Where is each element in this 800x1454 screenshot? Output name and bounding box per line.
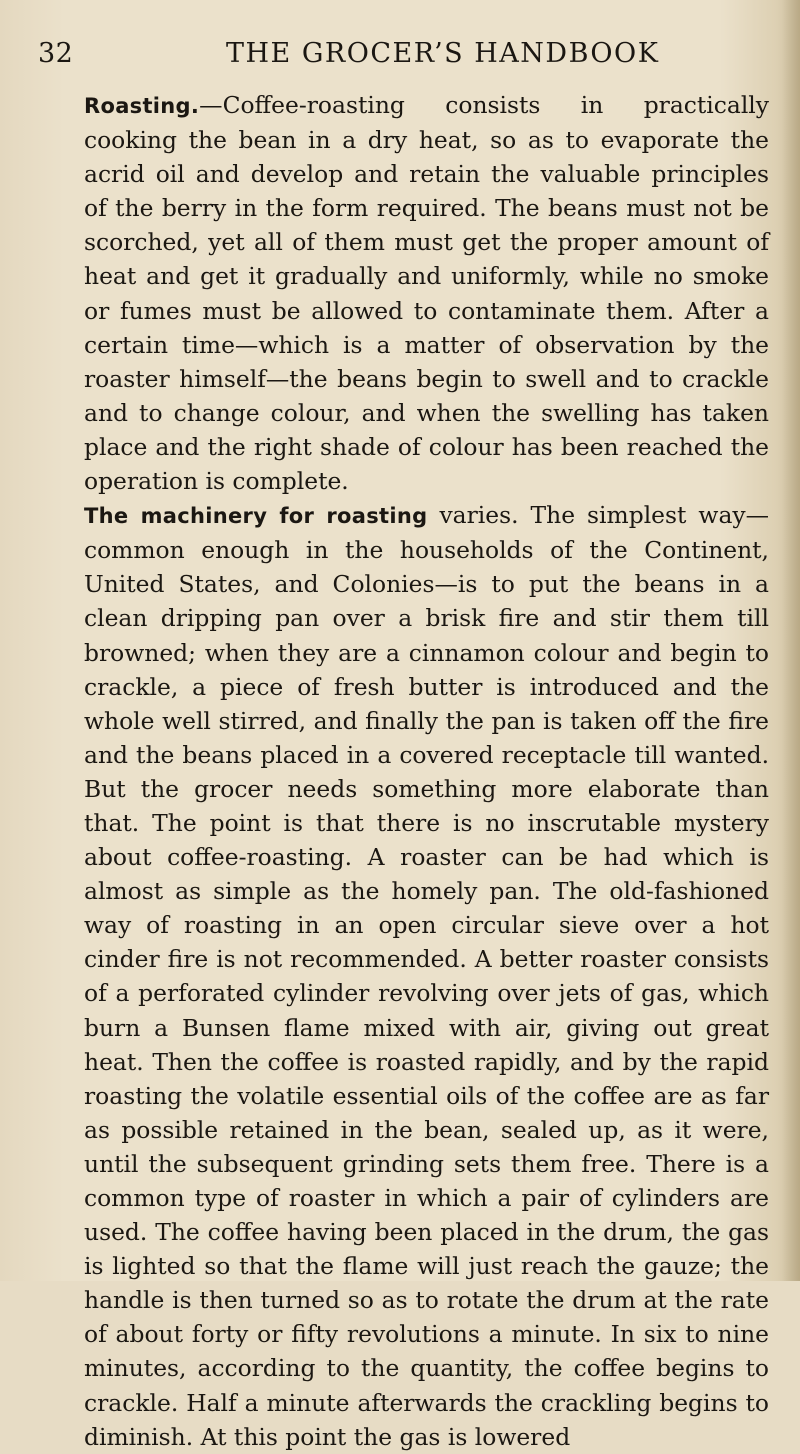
paragraph-roasting: [84, 88, 769, 498]
run-in-heading-machinery: The machinery for roasting: [84, 504, 428, 529]
running-head: [38, 38, 778, 78]
paragraph-text: varies. The simplest way—common enough in the households of the Continent, United States, and Colonies—is to put the beans in a clean dripping pan over a brisk fire and stir them till browned; when they are a cinnamon colour and begin to crackle, a piece of fresh butter is introduced and the whole well stirred, and finally the pan is taken off the fire and the beans placed in a covered receptacle till wanted. But the grocer needs something more elaborate than that. The point is that there is no inscrutable mystery about coffee-roasting. A roaster can be had which is almost as simple as the homely pan. The old-fashioned way of roasting in an open circular sieve over a hot cinder fire is not recommended. A better roaster consists of a perforated cylinder revolving over jets of gas, which burn a Bunsen flame mixed with air, giving out great heat. Then the coffee is roasted rapidly, and by the rapid roasting the volatile essential oils of the coffee are as far as possible retained in the bean, sealed up, as it were, until the subsequent grinding sets them free. There is a common type of roaster in which a pair of cylinders are used. The coffee having been placed in the drum, the gas is lighted so that the flame will just reach the gauze; the handle is then turned so as to rotate the drum at the rate of about forty or fifty revolutions a minute. In six to nine minutes, according to the quantity, the coffee begins to crackle. Half a minute afterwards the crackling begins to diminish. At this point the gas is lowered: [84, 501, 769, 1451]
body-text: [84, 88, 769, 1454]
page-number: 32: [38, 38, 74, 69]
book-title: THE GROCER’S HANDBOOK: [226, 38, 660, 69]
page-edge-shadow: [782, 0, 800, 1281]
run-in-heading-roasting: Roasting.: [84, 94, 200, 118]
paragraph-text: —Coffee-roasting consists in practically cooking the bean in a dry heat, so as to evaporate the acrid oil and develop and retain the valuable principles of the berry in the form required. The beans must not be scorched, yet all of them must get the proper amount of heat and get it gradually and uniformly, while no smoke or fumes must be allowed to contaminate them. After a certain time—which is a matter of observation by the roaster himself—the beans begin to swell and to crackle and to change colour, and when the swelling has taken place and the right shade of colour has been reached the operation is complete.: [84, 91, 769, 496]
paragraph-machinery: [84, 498, 769, 1454]
